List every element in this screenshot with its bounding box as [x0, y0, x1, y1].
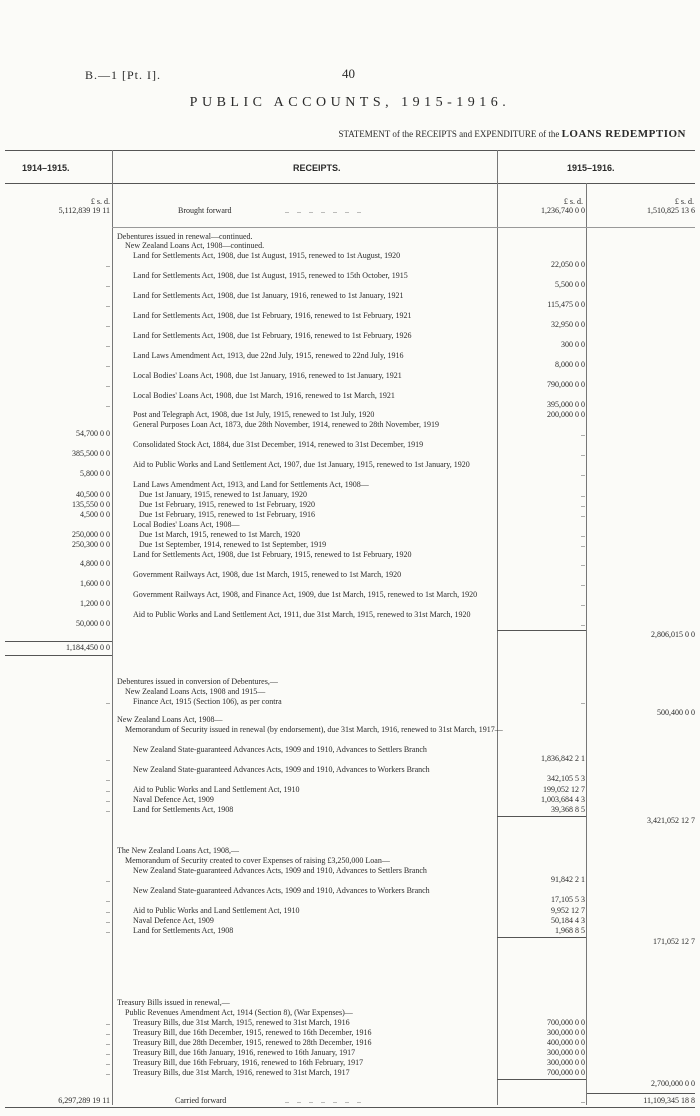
ledger-row-label: New Zealand Loans Act, 1908—continued.: [125, 241, 265, 250]
leader-dots: .. .. .. .. .. .. ..: [285, 206, 361, 215]
ledger-value-curr-year: 171,052 12 7: [653, 937, 695, 946]
ledger-row-text: [117, 510, 517, 520]
ledger-row-label: Debentures issued in renewal—continued.: [117, 232, 253, 241]
ledger-value-detail: 342,105 5 3: [547, 774, 585, 783]
ledger-row-text: [117, 610, 511, 620]
ledger-value-prev-year: ..: [106, 795, 110, 804]
ledger-value-prev-year: ..: [106, 380, 110, 389]
ledger-row-label: New Zealand State-guaranteed Advances Acts, 1909 and 1910, Advances to Settlers Branch: [133, 866, 427, 875]
ledger-value-detail: 400,000 0 0: [547, 1038, 585, 1047]
ledger-value-prev-year: ..: [106, 1038, 110, 1047]
unit-label-curr: £ s. d.: [674, 197, 694, 206]
ledger-row-label: Land for Settlements Act, 1908: [133, 926, 234, 935]
ledger-value-detail: ..: [581, 697, 585, 706]
carried-forward-label: Carried forward: [175, 1096, 227, 1105]
ledger-value-detail: ..: [581, 579, 585, 588]
table-bottom-rule: [5, 1107, 695, 1108]
ledger-value-prev-year: ..: [106, 875, 110, 884]
ledger-value-detail: 300,000 0 0: [547, 1048, 585, 1057]
ledger-value-detail: 115,475 0 0: [547, 300, 585, 309]
ledger-value-detail: 8,000 0 0: [555, 360, 585, 369]
brought-forward-mid: 1,236,740 0 0: [541, 206, 585, 215]
ledger-value-prev-year: 250,300 0 0: [72, 540, 110, 549]
ledger-value-curr-year: 2,700,000 0 0: [651, 1079, 695, 1088]
ledger-row-text: [117, 311, 511, 321]
carried-forward-mid: ..: [581, 1096, 585, 1105]
ledger-value-detail: ..: [581, 449, 585, 458]
ledger-value-detail: ..: [581, 500, 585, 509]
ledger-row-text: [117, 410, 511, 420]
ledger-value-detail: 300,000 0 0: [547, 1028, 585, 1037]
ledger-row-label: Public Revenues Amendment Act, 1914 (Section 8), (War Expenses)—: [125, 1008, 353, 1017]
ledger-row-label: Due 1st February, 1915, renewed to 1st February, 1920: [139, 500, 316, 509]
ledger-value-detail: ..: [581, 490, 585, 499]
ledger-value-detail: 790,000 0 0: [547, 380, 585, 389]
ledger-row-label: Land for Settlements Act, 1908: [133, 805, 234, 814]
ledger-value-detail: ..: [581, 530, 585, 539]
ledger-value-detail: 22,050 0 0: [551, 260, 585, 269]
ledger-value-prev-year: 4,500 0 0: [80, 510, 110, 519]
ledger-value-prev-year: ..: [106, 906, 110, 915]
ledger-row-text: [117, 251, 511, 261]
ledger-row-label: Treasury Bill, due 28th December, 1915, renewed to 28th December, 1916: [133, 1038, 372, 1047]
ledger-value-prev-year: 1,600 0 0: [80, 579, 110, 588]
ledger-value-detail: 32,950 0 0: [551, 320, 585, 329]
ledger-value-detail: 5,500 0 0: [555, 280, 585, 289]
ledger-row-text: [117, 440, 511, 450]
ledger-value-detail: 1,836,842 2 1: [541, 754, 585, 763]
ledger-value-detail: 50,184 4 3: [551, 916, 585, 925]
ledger-row-label: Aid to Public Works and Land Settlement Act, 1910: [133, 785, 300, 794]
total-rule: [587, 1093, 695, 1094]
ledger-row-text: [117, 391, 511, 401]
ledger-row-text: [117, 500, 517, 510]
brought-forward-curr: 1,510,825 13 6: [647, 206, 695, 215]
ledger-value-prev-year: 250,000 0 0: [72, 530, 110, 539]
ledger-row-text: [117, 1058, 511, 1068]
ledger-value-detail: 17,105 5 3: [551, 895, 585, 904]
statement-prefix: STATEMENT of the RECEIPTS and EXPENDITURE of the: [338, 129, 560, 139]
ledger-row-label: Treasury Bills issued in renewal,—: [117, 998, 230, 1007]
ledger-row-label: Land for Settlements Act, 1908, due 1st February, 1915, renewed to 1st February, 1920: [133, 550, 412, 559]
ledger-value-prev-year: ..: [106, 1028, 110, 1037]
ledger-row-text: [117, 371, 511, 381]
brought-forward-prev: 5,112,839 19 11: [58, 206, 110, 215]
ledger-row-text: [117, 331, 511, 341]
ledger-row-label: New Zealand Loans Acts, 1908 and 1915—: [125, 687, 266, 696]
ledger-row-label: Land Laws Amendment Act, 1913, and Land for Settlements Act, 1908—: [133, 480, 369, 489]
header-rule: [5, 183, 695, 184]
ledger-row-label: Treasury Bill, due 16th January, 1916, renewed to 16th January, 1917: [133, 1048, 356, 1057]
subtotal-rule: [497, 816, 586, 817]
ledger-row-label: Treasury Bills, due 31st March, 1915, renewed to 31st March, 1916: [133, 1018, 350, 1027]
ledger-row-text: [117, 550, 511, 560]
ledger-row-text: [117, 846, 495, 856]
unit-label-mid: £ s. d.: [563, 197, 583, 206]
ledger-value-detail: 700,000 0 0: [547, 1018, 585, 1027]
ledger-row-text: [117, 351, 511, 361]
ledger-row-label: Memorandum of Security issued in renewal (by endorsement), due 31st March, 1916, renewed to 31st March, 1917—: [125, 725, 503, 734]
ledger-row-label: Land Laws Amendment Act, 1913, due 22nd July, 1915, renewed to 22nd July, 1916: [133, 351, 404, 360]
ledger-row-text: [117, 785, 511, 795]
ledger-value-prev-year: ..: [106, 300, 110, 309]
ledger-value-detail: 91,842 2 1: [551, 875, 585, 884]
ledger-row-text: [117, 906, 511, 916]
ledger-value-detail: 300 0 0: [561, 340, 585, 349]
ledger-row-text: [117, 866, 511, 876]
ledger-row-label: Post and Telegraph Act, 1908, due 1st July, 1915, renewed to 1st July, 1920: [133, 410, 375, 419]
ledger-value-detail: 1,968 8 5: [555, 926, 585, 935]
ledger-row-label: Local Bodies' Loans Act, 1908, due 1st March, 1916, renewed to 1st March, 1921: [133, 391, 395, 400]
ledger-value-prev-year: ..: [106, 260, 110, 269]
ledger-value-detail: ..: [581, 599, 585, 608]
ledger-row-text: [117, 1028, 511, 1038]
ledger-row-label: Naval Defence Act, 1909: [133, 795, 214, 804]
ledger-row-label: New Zealand State-guaranteed Advances Acts, 1909 and 1910, Advances to Workers Branch: [133, 886, 430, 895]
ledger-row-label: Due 1st September, 1914, renewed to 1st September, 1919: [139, 540, 327, 549]
ledger-row-text: [117, 677, 495, 687]
ledger-row-text: [117, 460, 511, 470]
ledger-row-text: [117, 590, 511, 600]
ledger-value-prev-year: ..: [106, 895, 110, 904]
ledger-row-text: [117, 886, 511, 896]
ledger-value-detail: 700,000 0 0: [547, 1068, 585, 1077]
ledger-value-prev-year: ..: [106, 1018, 110, 1027]
ledger-row-label: Local Bodies' Loans Act, 1908, due 1st January, 1916, renewed to 1st January, 1921: [133, 371, 402, 380]
ledger-value-prev-year: ..: [106, 360, 110, 369]
brought-forward-label: Brought forward: [178, 206, 232, 215]
page-title: PUBLIC ACCOUNTS, 1915-1916.: [189, 95, 511, 110]
column-header-curr-year: 1915–1916.: [567, 163, 615, 173]
ledger-row-label: Land for Settlements Act, 1908, due 1st February, 1916, renewed to 1st February, 1926: [133, 331, 412, 340]
ledger-value-prev-year: ..: [106, 400, 110, 409]
column-divider: [586, 183, 587, 1105]
ledger-row-text: [117, 697, 511, 707]
ledger-value-prev-year: 1,200 0 0: [80, 599, 110, 608]
section-rule: [112, 227, 695, 228]
ledger-row-text: [117, 725, 503, 735]
ledger-row-text: [117, 856, 503, 866]
ledger-row-text: [117, 1068, 511, 1078]
ledger-row-text: [117, 926, 511, 936]
statement-bold: LOANS REDEMPTION: [561, 128, 686, 140]
ledger-value-detail: ..: [581, 469, 585, 478]
ledger-value-prev-year: 54,700 0 0: [76, 429, 110, 438]
ledger-row-label: Aid to Public Works and Land Settlement Act, 1910: [133, 906, 300, 915]
table-top-rule: [5, 150, 695, 151]
ledger-row-label: Due 1st January, 1915, renewed to 1st January, 1920: [139, 490, 308, 499]
ledger-value-prev-year: ..: [106, 774, 110, 783]
ledger-value-prev-year: 4,800 0 0: [80, 559, 110, 568]
ledger-value-detail: 395,000 0 0: [547, 400, 585, 409]
carried-forward-prev: 6,297,289 19 11: [58, 1096, 110, 1105]
ledger-value-prev-year: ..: [106, 1048, 110, 1057]
ledger-row-text: [117, 1018, 511, 1028]
ledger-row-text: [117, 1048, 511, 1058]
ledger-row-text: [117, 271, 511, 281]
ledger-row-text: [117, 1038, 511, 1048]
ledger-row-text: [117, 570, 511, 580]
ledger-value-curr-year: 500,400 0 0: [657, 708, 695, 717]
ledger-value-detail: 9,952 12 7: [551, 906, 585, 915]
leader-dots: .. .. .. .. .. .. ..: [285, 1096, 361, 1105]
ledger-row-label: Land for Settlements Act, 1908, due 1st January, 1916, renewed to 1st January, 1921: [133, 291, 404, 300]
ledger-row-label: Due 1st February, 1915, renewed to 1st February, 1916: [139, 510, 316, 519]
ledger-value-prev-year: 135,550 0 0: [72, 500, 110, 509]
column-header-prev-year: 1914–1915.: [22, 163, 70, 173]
ledger-row-label: Treasury Bill, due 16th February, 1916, renewed to 16th February, 1917: [133, 1058, 364, 1067]
ledger-row-label: Government Railways Act, 1908, and Finance Act, 1909, due 1st March, 1915, renewed to 1st March, 1920: [133, 590, 478, 599]
subtotal-rule: [497, 1079, 586, 1080]
ledger-row-label: New Zealand Loans Act, 1908—: [117, 715, 223, 724]
ledger-value-prev-year: 5,800 0 0: [80, 469, 110, 478]
ledger-row-label: New Zealand State-guaranteed Advances Acts, 1909 and 1910, Advances to Workers Branch: [133, 765, 430, 774]
ledger-value-prev-year: ..: [106, 697, 110, 706]
column-divider: [112, 150, 113, 1105]
ledger-value-prev-year: ..: [106, 785, 110, 794]
ledger-row-text: [117, 520, 511, 530]
ledger-value-detail: 1,003,684 4 3: [541, 795, 585, 804]
ledger-value-detail: ..: [581, 540, 585, 549]
ledger-value-prev-year: ..: [106, 805, 110, 814]
ledger-row-text: [117, 805, 511, 815]
ledger-row-label: Government Railways Act, 1908, due 1st March, 1915, renewed to 1st March, 1920: [133, 570, 402, 579]
ledger-row-label: Treasury Bills, due 31st March, 1916, renewed to 31st March, 1917: [133, 1068, 350, 1077]
carried-forward-curr: 11,109,345 18 8: [643, 1096, 695, 1105]
ledger-row-text: [117, 916, 511, 926]
ledger-value-prev-year: ..: [106, 320, 110, 329]
ledger-value-prev-year: ..: [106, 340, 110, 349]
ledger-row-label: Naval Defence Act, 1909: [133, 916, 214, 925]
ledger-row-text: [117, 291, 511, 301]
ledger-value-detail: 300,000 0 0: [547, 1058, 585, 1067]
ledger-value-detail: ..: [581, 619, 585, 628]
ledger-value-prev-year: ..: [106, 1068, 110, 1077]
column-header-receipts: RECEIPTS.: [293, 163, 341, 173]
page-number: 40: [342, 66, 355, 81]
ledger-value-detail: 39,368 8 5: [551, 805, 585, 814]
page-reference: B.—1 [Pt. I].: [85, 68, 161, 82]
ledger-row-label: Consolidated Stock Act, 1884, due 31st December, 1914, renewed to 31st December, 1919: [133, 440, 424, 449]
ledger-row-label: Aid to Public Works and Land Settlement Act, 1911, due 31st March, 1915, renewed to 31st March, 1920: [133, 610, 471, 619]
ledger-row-text: [117, 420, 511, 430]
subtotal-rule: [497, 937, 586, 938]
ledger-value-prev-year: ..: [106, 280, 110, 289]
ledger-row-text: [117, 687, 503, 697]
ledger-value-prev-year: ..: [106, 1058, 110, 1067]
ledger-row-text: [117, 765, 511, 775]
statement-heading: [338, 128, 686, 140]
ledger-row-text: [117, 241, 503, 251]
ledger-row-label: General Purposes Loan Act, 1873, due 28th November, 1914, renewed to 28th November, 1919: [133, 420, 439, 429]
subtotal-rule: [5, 655, 112, 656]
ledger-row-text: [117, 540, 517, 550]
ledger-value-curr-year: 2,806,015 0 0: [651, 630, 695, 639]
ledger-row-text: [117, 530, 517, 540]
subtotal-rule: [497, 630, 586, 631]
ledger-value-prev-year: ..: [106, 916, 110, 925]
ledger-row-label: Land for Settlements Act, 1908, due 1st February, 1916, renewed to 1st February, 1921: [133, 311, 412, 320]
subtotal-prev: 1,184,450 0 0: [66, 643, 110, 652]
ledger-row-label: Local Bodies' Loans Act, 1908—: [133, 520, 240, 529]
ledger-row-label: Land for Settlements Act, 1908, due 1st August, 1915, renewed to 1st August, 1920: [133, 251, 401, 260]
ledger-value-detail: ..: [581, 429, 585, 438]
ledger-value-prev-year: ..: [106, 926, 110, 935]
ledger-row-text: [117, 745, 511, 755]
ledger-value-prev-year: ..: [106, 754, 110, 763]
ledger-value-prev-year: 50,000 0 0: [76, 619, 110, 628]
ledger-row-label: Aid to Public Works and Land Settlement Act, 1907, due 1st January, 1915, renewed to 1st January, 1920: [133, 460, 470, 469]
ledger-row-label: Treasury Bill, due 16th December, 1915, renewed to 16th December, 1916: [133, 1028, 372, 1037]
ledger-value-prev-year: 385,500 0 0: [72, 449, 110, 458]
ledger-row-text: [117, 998, 495, 1008]
ledger-row-text: [117, 1008, 503, 1018]
ledger-row-text: [117, 795, 511, 805]
ledger-value-curr-year: 3,421,052 12 7: [647, 816, 695, 825]
unit-label-prev: £ s. d.: [90, 197, 110, 206]
ledger-row-text: [117, 490, 517, 500]
ledger-value-detail: ..: [581, 510, 585, 519]
ledger-row-label: Land for Settlements Act, 1908, due 1st August, 1915, renewed to 15th October, 1915: [133, 271, 408, 280]
ledger-row-label: Debentures issued in conversion of Debentures,—: [117, 677, 278, 686]
ledger-row-label: The New Zealand Loans Act, 1908,—: [117, 846, 239, 855]
ledger-row-label: New Zealand State-guaranteed Advances Acts, 1909 and 1910, Advances to Settlers Branch: [133, 745, 427, 754]
ledger-value-detail: 199,052 12 7: [543, 785, 585, 794]
ledger-value-prev-year: 40,500 0 0: [76, 490, 110, 499]
ledger-row-label: Finance Act, 1915 (Section 106), as per contra: [133, 697, 282, 706]
subtotal-rule: [5, 641, 112, 642]
ledger-row-label: Memorandum of Security created to cover Expenses of raising £3,250,000 Loan—: [125, 856, 390, 865]
ledger-row-label: Due 1st March, 1915, renewed to 1st March, 1920: [139, 530, 301, 539]
ledger-value-detail: 200,000 0 0: [547, 410, 585, 419]
ledger-value-detail: ..: [581, 559, 585, 568]
ledger-row-text: [117, 715, 495, 725]
ledger-row-text: [117, 480, 511, 490]
